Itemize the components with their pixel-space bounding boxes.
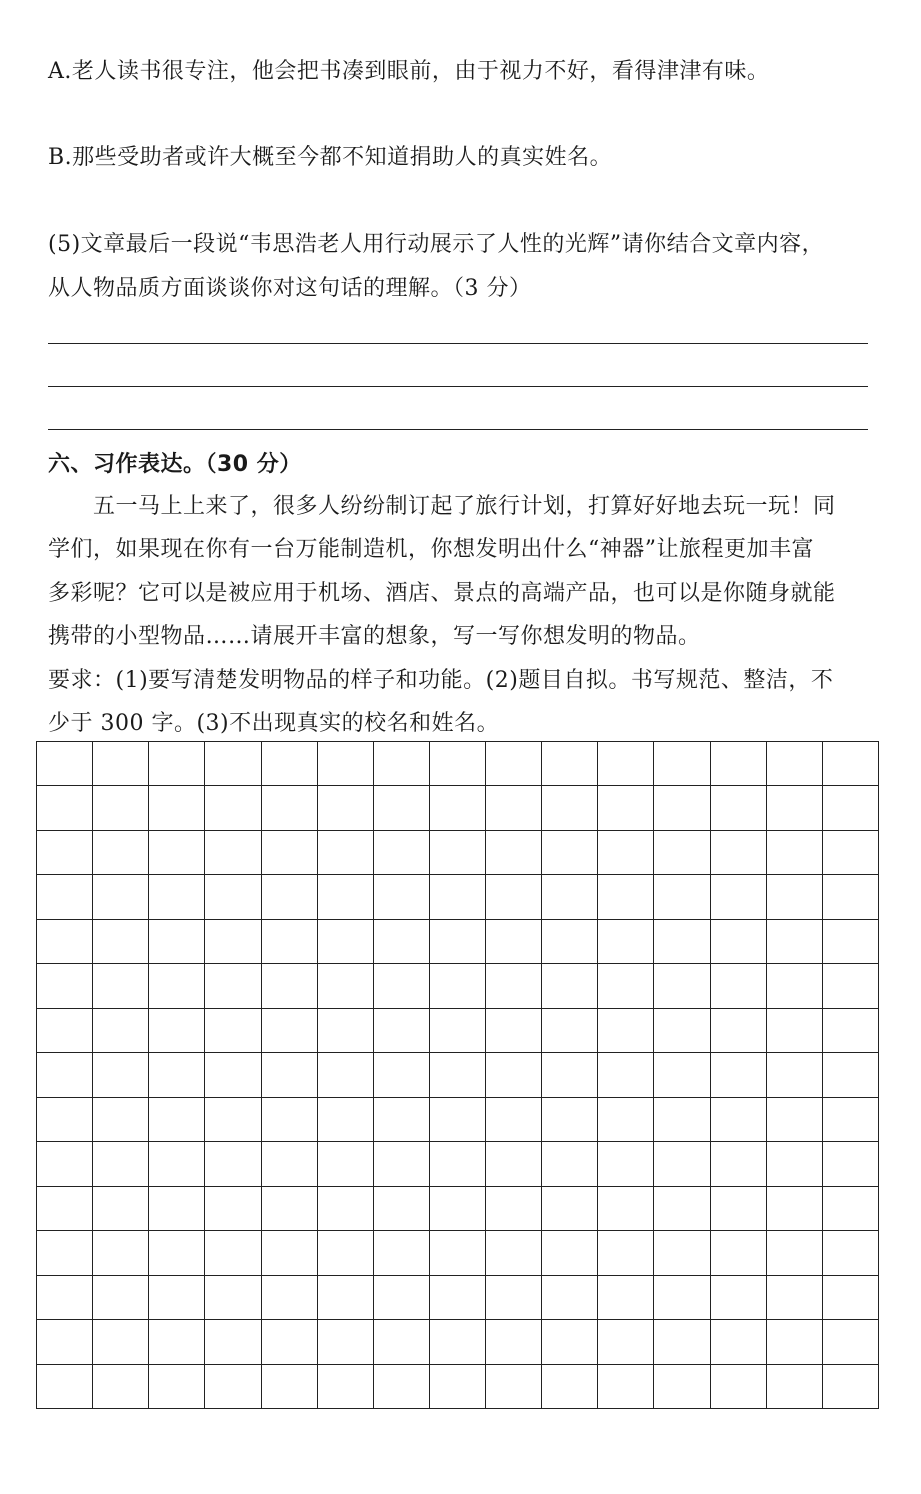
grid-cell[interactable] — [430, 964, 486, 1008]
grid-cell[interactable] — [93, 920, 149, 964]
grid-cell[interactable] — [654, 875, 710, 919]
grid-cell[interactable] — [486, 1365, 542, 1409]
grid-cell[interactable] — [262, 1187, 318, 1231]
grid-cell[interactable] — [93, 1187, 149, 1231]
grid-cell[interactable] — [37, 1276, 93, 1320]
grid-cell[interactable] — [711, 1231, 767, 1275]
grid-cell[interactable] — [542, 875, 598, 919]
grid-cell[interactable] — [598, 1053, 654, 1097]
grid-cell[interactable] — [486, 1053, 542, 1097]
grid-cell[interactable] — [205, 1009, 261, 1053]
grid-cell[interactable] — [262, 964, 318, 1008]
grid-cell[interactable] — [486, 1187, 542, 1231]
grid-cell[interactable] — [93, 831, 149, 875]
grid-cell[interactable] — [654, 1187, 710, 1231]
grid-cell[interactable] — [486, 1142, 542, 1186]
grid-cell[interactable] — [318, 1053, 374, 1097]
grid-cell[interactable] — [93, 875, 149, 919]
grid-cell[interactable] — [149, 786, 205, 830]
grid-cell[interactable] — [711, 742, 767, 786]
grid-cell[interactable] — [37, 1231, 93, 1275]
grid-cell[interactable] — [374, 786, 430, 830]
grid-cell[interactable] — [37, 786, 93, 830]
grid-cell[interactable] — [486, 831, 542, 875]
grid-cell[interactable] — [542, 964, 598, 1008]
grid-cell[interactable] — [542, 786, 598, 830]
grid-cell[interactable] — [37, 831, 93, 875]
grid-cell[interactable] — [374, 1276, 430, 1320]
grid-cell[interactable] — [374, 1009, 430, 1053]
grid-cell[interactable] — [767, 1009, 823, 1053]
grid-cell[interactable] — [262, 1142, 318, 1186]
grid-cell[interactable] — [654, 1365, 710, 1409]
grid-cell[interactable] — [149, 1187, 205, 1231]
grid-cell[interactable] — [598, 1276, 654, 1320]
grid-cell[interactable] — [93, 1009, 149, 1053]
grid-cell[interactable] — [262, 1365, 318, 1409]
grid-cell[interactable] — [37, 1320, 93, 1364]
grid-cell[interactable] — [205, 875, 261, 919]
grid-cell[interactable] — [654, 1320, 710, 1364]
grid-cell[interactable] — [37, 1187, 93, 1231]
grid-cell[interactable] — [823, 1276, 879, 1320]
grid-cell[interactable] — [318, 1231, 374, 1275]
grid-cell[interactable] — [430, 786, 486, 830]
grid-cell[interactable] — [430, 1365, 486, 1409]
grid-cell[interactable] — [823, 1320, 879, 1364]
grid-cell[interactable] — [823, 1098, 879, 1142]
grid-cell[interactable] — [93, 1365, 149, 1409]
grid-cell[interactable] — [205, 786, 261, 830]
section-6-heading: 六、习作表达。（30 分） — [48, 452, 302, 477]
grid-cell[interactable] — [598, 786, 654, 830]
grid-cell[interactable] — [542, 1231, 598, 1275]
grid-cell[interactable] — [37, 875, 93, 919]
option-a-text: A.老人读书很专注，他会把书凑到眼前，由于视力不好，看得津津有味。 — [48, 59, 770, 84]
grid-cell[interactable] — [711, 831, 767, 875]
grid-cell[interactable] — [711, 1365, 767, 1409]
grid-cell[interactable] — [205, 742, 261, 786]
grid-cell[interactable] — [430, 1053, 486, 1097]
grid-cell[interactable] — [430, 1098, 486, 1142]
grid-cell[interactable] — [205, 1187, 261, 1231]
grid-cell[interactable] — [767, 1098, 823, 1142]
grid-cell[interactable] — [430, 1142, 486, 1186]
grid-cell[interactable] — [654, 831, 710, 875]
grid-cell[interactable] — [93, 964, 149, 1008]
grid-cell[interactable] — [654, 920, 710, 964]
grid-cell[interactable] — [149, 964, 205, 1008]
grid-cell[interactable] — [767, 742, 823, 786]
grid-cell[interactable] — [149, 920, 205, 964]
grid-cell[interactable] — [823, 786, 879, 830]
grid-cell[interactable] — [654, 1142, 710, 1186]
grid-cell[interactable] — [93, 1098, 149, 1142]
grid-cell[interactable] — [823, 964, 879, 1008]
answer-line-3[interactable] — [48, 429, 868, 430]
grid-cell[interactable] — [93, 742, 149, 786]
grid-cell[interactable] — [318, 1142, 374, 1186]
grid-cell[interactable] — [767, 1142, 823, 1186]
grid-cell[interactable] — [486, 1098, 542, 1142]
grid-cell[interactable] — [711, 875, 767, 919]
grid-cell[interactable] — [542, 1187, 598, 1231]
grid-cell[interactable] — [37, 1098, 93, 1142]
grid-cell[interactable] — [318, 786, 374, 830]
grid-cell[interactable] — [486, 1231, 542, 1275]
grid-cell[interactable] — [767, 1320, 823, 1364]
requirement-line: 少于 300 字。(3)不出现真实的校名和姓名。 — [48, 711, 500, 736]
grid-cell[interactable] — [37, 742, 93, 786]
grid-cell[interactable] — [767, 1231, 823, 1275]
grid-cell[interactable] — [654, 1053, 710, 1097]
grid-cell[interactable] — [654, 1231, 710, 1275]
grid-cell[interactable] — [542, 1053, 598, 1097]
grid-cell[interactable] — [205, 1053, 261, 1097]
grid-cell[interactable] — [486, 1320, 542, 1364]
grid-cell[interactable] — [598, 920, 654, 964]
grid-cell[interactable] — [767, 786, 823, 830]
grid-cell[interactable] — [430, 1009, 486, 1053]
prompt-line: 携带的小型物品……请展开丰富的想象，写一写你想发明的物品。 — [48, 624, 701, 649]
grid-cell[interactable] — [486, 1009, 542, 1053]
grid-cell[interactable] — [37, 1009, 93, 1053]
question-5-line-1: (5)文章最后一段说“韦思浩老人用行动展示了人性的光辉”请你结合文章内容， — [48, 232, 825, 257]
grid-cell[interactable] — [262, 742, 318, 786]
prompt-line: 五一马上上来了，很多人纷纷制订起了旅行计划，打算好好地去玩一玩！同 — [48, 494, 836, 519]
grid-cell[interactable] — [486, 875, 542, 919]
grid-cell[interactable] — [374, 1365, 430, 1409]
grid-cell[interactable] — [262, 920, 318, 964]
grid-cell[interactable] — [93, 1231, 149, 1275]
grid-cell[interactable] — [93, 786, 149, 830]
grid-cell[interactable] — [542, 1142, 598, 1186]
grid-cell[interactable] — [374, 875, 430, 919]
grid-cell[interactable] — [598, 964, 654, 1008]
grid-cell[interactable] — [374, 1231, 430, 1275]
grid-cell[interactable] — [598, 742, 654, 786]
grid-cell[interactable] — [374, 1142, 430, 1186]
grid-cell[interactable] — [374, 920, 430, 964]
grid-cell[interactable] — [654, 1098, 710, 1142]
grid-cell[interactable] — [205, 1231, 261, 1275]
grid-cell[interactable] — [205, 1098, 261, 1142]
grid-cell[interactable] — [93, 1053, 149, 1097]
grid-cell[interactable] — [767, 1053, 823, 1097]
grid-cell[interactable] — [262, 1276, 318, 1320]
grid-cell[interactable] — [486, 964, 542, 1008]
grid-cell[interactable] — [823, 1365, 879, 1409]
grid-cell[interactable] — [486, 786, 542, 830]
grid-cell[interactable] — [262, 1098, 318, 1142]
grid-cell[interactable] — [37, 1365, 93, 1409]
grid-cell[interactable] — [318, 1365, 374, 1409]
grid-cell[interactable] — [374, 1320, 430, 1364]
grid-cell[interactable] — [598, 1320, 654, 1364]
grid-cell[interactable] — [318, 1187, 374, 1231]
grid-cell[interactable] — [205, 1276, 261, 1320]
grid-cell[interactable] — [318, 964, 374, 1008]
answer-line-1[interactable] — [48, 343, 868, 344]
grid-cell[interactable] — [430, 875, 486, 919]
grid-cell[interactable] — [149, 1365, 205, 1409]
grid-cell[interactable] — [318, 742, 374, 786]
grid-cell[interactable] — [93, 1142, 149, 1186]
grid-cell[interactable] — [823, 875, 879, 919]
grid-cell[interactable] — [598, 831, 654, 875]
grid-cell[interactable] — [149, 1142, 205, 1186]
grid-cell[interactable] — [711, 1187, 767, 1231]
grid-cell[interactable] — [318, 920, 374, 964]
grid-cell[interactable] — [654, 742, 710, 786]
grid-cell[interactable] — [711, 1009, 767, 1053]
grid-cell[interactable] — [542, 1320, 598, 1364]
grid-cell[interactable] — [542, 831, 598, 875]
grid-cell[interactable] — [711, 786, 767, 830]
grid-cell[interactable] — [823, 1187, 879, 1231]
grid-cell[interactable] — [262, 786, 318, 830]
grid-cell[interactable] — [598, 1365, 654, 1409]
grid-cell[interactable] — [654, 786, 710, 830]
grid-cell[interactable] — [318, 1276, 374, 1320]
grid-cell[interactable] — [767, 920, 823, 964]
grid-cell[interactable] — [654, 1276, 710, 1320]
grid-cell[interactable] — [767, 964, 823, 1008]
grid-cell[interactable] — [542, 1009, 598, 1053]
grid-cell[interactable] — [262, 1009, 318, 1053]
grid-cell[interactable] — [37, 1053, 93, 1097]
grid-cell[interactable] — [374, 1187, 430, 1231]
grid-cell[interactable] — [767, 1276, 823, 1320]
grid-cell[interactable] — [149, 831, 205, 875]
grid-cell[interactable] — [262, 1231, 318, 1275]
grid-cell[interactable] — [262, 1053, 318, 1097]
grid-cell[interactable] — [598, 1009, 654, 1053]
grid-cell[interactable] — [374, 742, 430, 786]
grid-cell[interactable] — [711, 1320, 767, 1364]
grid-cell[interactable] — [430, 1276, 486, 1320]
grid-cell[interactable] — [711, 1053, 767, 1097]
grid-cell[interactable] — [205, 1320, 261, 1364]
grid-cell[interactable] — [93, 1320, 149, 1364]
grid-cell[interactable] — [93, 1276, 149, 1320]
grid-cell[interactable] — [430, 1231, 486, 1275]
grid-cell[interactable] — [37, 964, 93, 1008]
grid-cell[interactable] — [430, 920, 486, 964]
grid-cell[interactable] — [318, 1009, 374, 1053]
grid-cell[interactable] — [711, 920, 767, 964]
composition-writing-grid — [36, 741, 879, 1409]
grid-cell[interactable] — [598, 1098, 654, 1142]
grid-cell[interactable] — [205, 1142, 261, 1186]
grid-cell[interactable] — [37, 1142, 93, 1186]
grid-cell[interactable] — [823, 742, 879, 786]
grid-cell[interactable] — [205, 831, 261, 875]
grid-cell[interactable] — [37, 920, 93, 964]
grid-cell[interactable] — [205, 1365, 261, 1409]
grid-cell[interactable] — [486, 1276, 542, 1320]
grid-cell[interactable] — [262, 875, 318, 919]
grid-cell[interactable] — [767, 1365, 823, 1409]
grid-cell[interactable] — [262, 1320, 318, 1364]
grid-cell[interactable] — [598, 1187, 654, 1231]
grid-cell[interactable] — [318, 831, 374, 875]
grid-cell[interactable] — [205, 964, 261, 1008]
grid-cell[interactable] — [149, 1276, 205, 1320]
grid-cell[interactable] — [767, 875, 823, 919]
prompt-line: 多彩呢？它可以是被应用于机场、酒店、景点的高端产品，也可以是你随身就能 — [48, 581, 836, 606]
grid-cell[interactable] — [318, 875, 374, 919]
grid-cell[interactable] — [205, 920, 261, 964]
grid-cell[interactable] — [149, 742, 205, 786]
grid-cell[interactable] — [149, 1231, 205, 1275]
grid-cell[interactable] — [318, 1320, 374, 1364]
question-5-line-2: 从人物品质方面谈谈你对这句话的理解。（3 分） — [48, 276, 532, 301]
grid-cell[interactable] — [318, 1098, 374, 1142]
grid-cell[interactable] — [823, 1053, 879, 1097]
grid-cell[interactable] — [374, 1053, 430, 1097]
grid-cell[interactable] — [711, 1276, 767, 1320]
grid-cell[interactable] — [598, 875, 654, 919]
grid-cell[interactable] — [542, 742, 598, 786]
grid-cell[interactable] — [654, 1009, 710, 1053]
grid-cell[interactable] — [654, 964, 710, 1008]
grid-cell[interactable] — [430, 1320, 486, 1364]
grid-cell[interactable] — [486, 920, 542, 964]
grid-cell[interactable] — [823, 1231, 879, 1275]
grid-cell[interactable] — [430, 1187, 486, 1231]
grid-cell[interactable] — [374, 964, 430, 1008]
grid-cell[interactable] — [542, 920, 598, 964]
grid-cell[interactable] — [149, 875, 205, 919]
grid-cell[interactable] — [542, 1365, 598, 1409]
grid-cell[interactable] — [598, 1231, 654, 1275]
grid-cell[interactable] — [823, 1009, 879, 1053]
grid-cell[interactable] — [430, 742, 486, 786]
grid-cell[interactable] — [823, 1142, 879, 1186]
grid-cell[interactable] — [486, 742, 542, 786]
grid-cell[interactable] — [767, 831, 823, 875]
grid-cell[interactable] — [149, 1053, 205, 1097]
grid-cell[interactable] — [262, 831, 318, 875]
grid-cell[interactable] — [149, 1009, 205, 1053]
requirement-line: 要求：(1)要写清楚发明物品的样子和功能。(2)题目自拟。书写规范、整洁，不 — [48, 668, 834, 693]
grid-cell[interactable] — [374, 831, 430, 875]
grid-cell[interactable] — [542, 1098, 598, 1142]
grid-cell[interactable] — [767, 1187, 823, 1231]
grid-cell[interactable] — [711, 964, 767, 1008]
grid-cell[interactable] — [711, 1098, 767, 1142]
option-b-text: B.那些受助者或许大概至今都不知道捐助人的真实姓名。 — [48, 145, 613, 170]
grid-cell[interactable] — [598, 1142, 654, 1186]
prompt-line: 学们，如果现在你有一台万能制造机，你想发明出什么“神器”让旅程更加丰富 — [48, 537, 814, 562]
answer-line-2[interactable] — [48, 386, 868, 387]
grid-cell[interactable] — [149, 1098, 205, 1142]
grid-cell[interactable] — [823, 831, 879, 875]
grid-cell[interactable] — [711, 1142, 767, 1186]
grid-cell[interactable] — [149, 1320, 205, 1364]
grid-cell[interactable] — [542, 1276, 598, 1320]
grid-cell[interactable] — [430, 831, 486, 875]
grid-cell[interactable] — [823, 920, 879, 964]
grid-cell[interactable] — [374, 1098, 430, 1142]
